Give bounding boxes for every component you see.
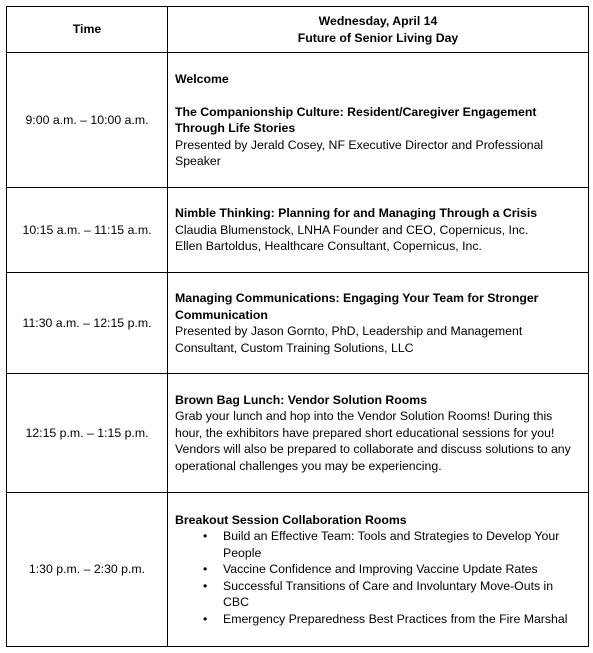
table-row	[7, 374, 589, 493]
session-title: Breakout Session Collaboration Rooms	[175, 512, 407, 527]
list-item	[203, 578, 582, 611]
breakout-topic: Emergency Preparedness Best Practices from the Fire Marshal	[223, 611, 568, 626]
header-row	[7, 7, 589, 53]
session-cell	[168, 493, 589, 647]
session-time: 12:15 p.m. – 1:15 p.m.	[7, 374, 168, 493]
table-row	[7, 273, 589, 374]
session-time: 11:30 a.m. – 12:15 p.m.	[7, 273, 168, 374]
breakout-topic: Build an Effective Team: Tools and Strategies to Develop Your People	[223, 529, 560, 560]
session-title: Nimble Thinking: Planning for and Managing Through a Crisis	[175, 206, 538, 221]
session-cell	[168, 188, 589, 273]
agenda-table	[6, 6, 589, 647]
table-row	[7, 53, 589, 188]
session-presenter: Presented by Jerald Cosey, NF Executive Director and Professional Speaker	[175, 137, 544, 168]
session-time: 10:15 a.m. – 11:15 a.m.	[7, 188, 168, 273]
session-speaker: Claudia Blumenstock, LNHA Founder and CEO, Copernicus, Inc.	[175, 222, 529, 237]
session-cell	[168, 273, 589, 374]
session-time: 9:00 a.m. – 10:00 a.m.	[7, 53, 168, 188]
session-description: Grab your lunch and hop into the Vendor Solution Rooms! During this hour, the exhibitors have prepared short educational sessions for you! Vendors will also be prepared to collaborate and discuss solutions to any operational challenges you may be experiencing.	[175, 409, 571, 473]
session-title: Brown Bag Lunch: Vendor Solution Rooms	[175, 392, 428, 407]
day-column-header	[168, 7, 589, 53]
table-row	[7, 493, 589, 647]
session-cell	[168, 374, 589, 493]
list-item	[203, 611, 582, 628]
breakout-topic: Successful Transitions of Care and Involuntary Move-Outs in CBC	[223, 578, 554, 610]
welcome-heading: Welcome	[175, 71, 229, 86]
bullet-icon: •	[203, 562, 208, 577]
session-title: The Companionship Culture: Resident/Caregiver Engagement Through Life Stories	[175, 104, 537, 135]
session-time: 1:30 p.m. – 2:30 p.m.	[7, 493, 168, 647]
table-row	[7, 188, 589, 273]
session-presenter: Presented by Jason Gornto, PhD, Leadership and Management Consultant, Custom Training Solutions, LLC	[175, 324, 523, 355]
time-column-header	[7, 7, 168, 53]
day-date: Wednesday, April 14	[318, 14, 438, 28]
event-title: Future of Senior Living Day	[297, 30, 459, 45]
session-speaker: Ellen Bartoldus, Healthcare Consultant, Copernicus, Inc.	[175, 239, 482, 254]
bullet-icon: •	[203, 578, 208, 593]
breakout-topic: Vaccine Confidence and Improving Vaccine Update Rates	[223, 562, 538, 577]
session-title: Managing Communications: Engaging Your Team for Stronger Communication	[175, 291, 539, 322]
session-cell	[168, 53, 589, 188]
bullet-icon: •	[203, 611, 208, 626]
time-header-label: Time	[72, 22, 102, 37]
list-item	[203, 528, 582, 561]
breakout-list	[175, 528, 582, 627]
bullet-icon: •	[203, 529, 208, 544]
list-item	[203, 561, 582, 578]
